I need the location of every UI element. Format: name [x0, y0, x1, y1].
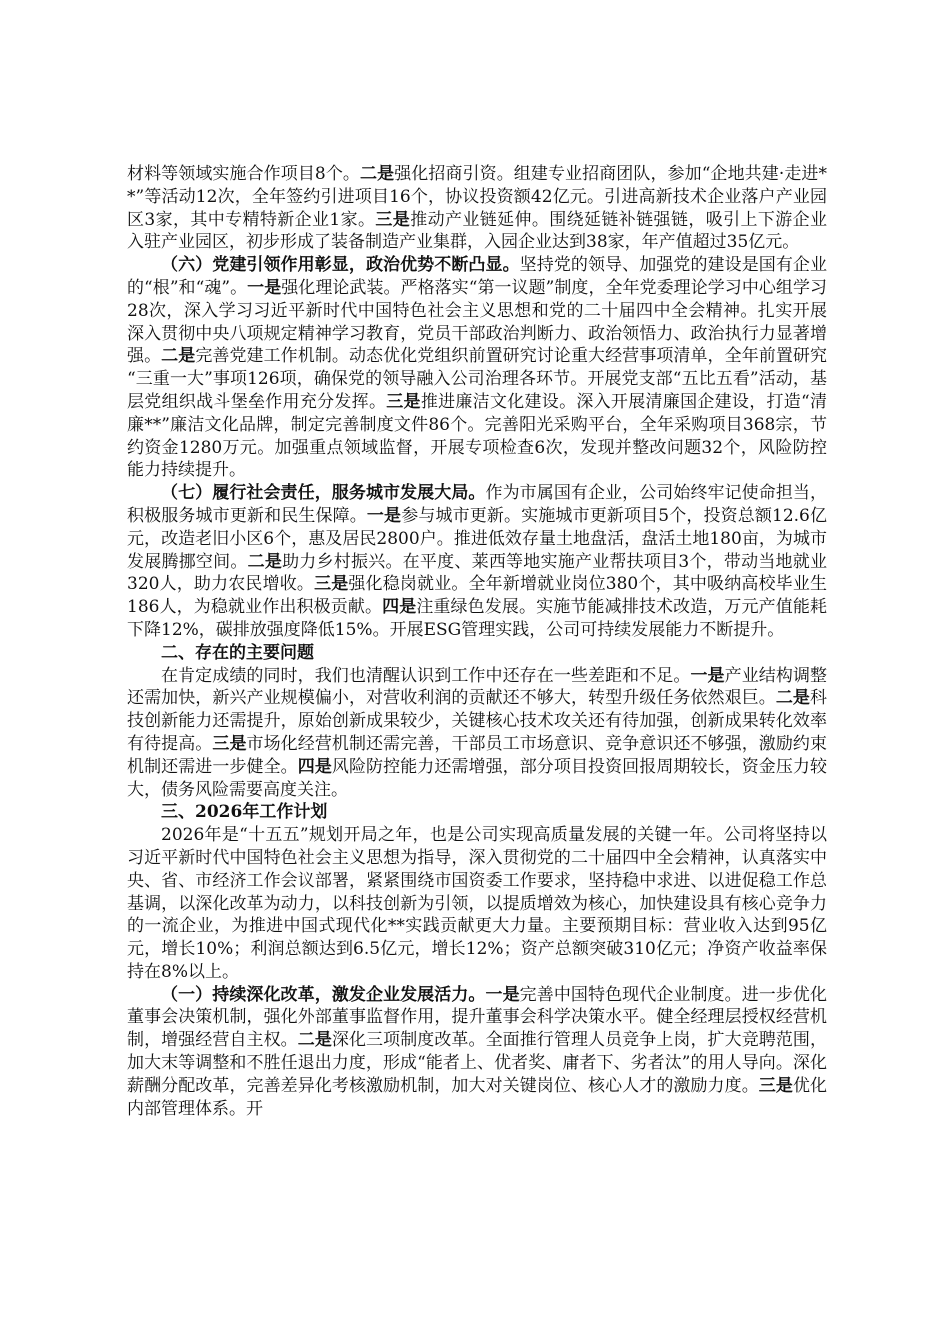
text-run: 风险防控能力还需增强，部分项目投资回报周期较长，资金压力较大，债务风险需要高度关注。	[127, 756, 828, 800]
bold-run: （七）履行社会责任，服务城市发展大局。	[161, 483, 486, 504]
text-run: 强化理论武装。严格落实“第一议题”制度，全年党委理论学习中心组学习28次，深入学习习近平新时代中国特色社会主义思想和党的二十届四中全会精神。扎实开展深入贯彻中央八项规定精神学习教育，党员干部政治判断力、政治领悟力、政治执行力显著增强。	[127, 277, 828, 367]
bold-run: 一是	[690, 665, 725, 686]
text-run: 强化招商引资。组建专业招商团队，参加“企地共建·走进**”等活动12次，全年签约引进项目16个，协议投资额42亿元。引进高新技术企业落户产业园区3家，其中专精特新企业1家。	[127, 164, 827, 230]
text-run: 2026年是“十五五”规划开局之年，也是公司实现高质量发展的关键一年。公司将坚持以习近平新时代中国特色社会主义思想为指导，深入贯彻党的二十届四中全会精神，认真落实中央、省、市经济工作会议部署，紧紧围绕市国资委工作要求，坚持稳中求进、以进促稳工作总基调，以深化改革为动力，以科技创新为引领，以提质增效为核心，加快建设具有核心竞争力的一流企业，为推进中国式现代化**实践贡献更大力量。主要预期目标：营业收入达到95亿元，增长10%；利润总额达到6.5亿元，增长12%；资产总额突破310亿元；净资产收益率保持在8%以上。	[127, 825, 827, 982]
text-run: 深化三项制度改革。全面推行管理人员竞争上岗，扩大竞聘范围，加大末等调整和不胜任退出力度，形成“能者上、优者奖、庸者下、劣者汰”的用人导向。深化薪酬分配改革，完善差异化考核激励机制，加大对关键岗位、核心人才的激励力度。	[127, 1030, 828, 1096]
text-run: 在肯定成绩的同时，我们也清醒认识到工作中还存在一些差距和不足。	[161, 665, 691, 686]
text-run: 助力乡村振兴。在平度、莱西等地实施产业帮扶项目3个，带动当地就业320人，助力农民增收。	[127, 551, 828, 595]
text-run: 强化稳岗就业。全年新增就业岗位380个，其中吸纳高校毕业生186人，为稳就业作出积极贡献。	[127, 574, 828, 618]
text-run: 推动产业链延伸。围绕延链补链强链，吸引上下游企业入驻产业园区，初步形成了装备制造产业集群，入园企业达到38家，年产值超过35亿元。	[127, 209, 828, 253]
bold-run: 四是	[382, 597, 417, 618]
bold-run: 二是	[297, 1030, 332, 1051]
text-run: 参与城市更新。实施城市更新项目5个，投资总额12.6亿元，改造老旧小区6个，惠及居民2800户。推进低效存量土地盘活，盘活土地180亩，为城市发展腾挪空间。	[127, 505, 828, 572]
bold-run: 三是	[386, 391, 421, 412]
section-heading	[127, 801, 827, 824]
bold-run: 二、存在的主要问题	[161, 642, 314, 663]
text-run: 坚持党的领导、加强党的建设是国有企业的“根”和“魂”。	[127, 255, 828, 298]
text-run: 注重绿色发展。实施节能减排技术改造，万元产值能耗下降12%，碳排放强度降低15%。开展ESG管理实践，公司可持续发展能力不断提升。	[127, 597, 828, 640]
bold-run: 三是	[758, 1075, 793, 1096]
bold-run: 四是	[297, 756, 332, 777]
text-run: 科技创新能力还需提升，原始创新成果较少，关键核心技术攻关还有待加强，创新成果转化效率有待提高。	[127, 688, 828, 754]
bold-run: 二是	[360, 164, 395, 184]
section-heading	[127, 642, 827, 665]
body-paragraph	[127, 824, 827, 984]
body-paragraph	[127, 984, 827, 1121]
text-run: 产业结构调整还需加快，新兴产业规模偏小，对营收利润的贡献还不够大，转型升级任务依然艰巨。	[127, 665, 828, 709]
bold-run: 二是	[161, 346, 196, 367]
bold-run: 一是	[485, 984, 520, 1005]
bold-run: 二是	[247, 551, 283, 572]
body-paragraph	[127, 163, 827, 254]
body-paragraph	[127, 665, 827, 802]
bold-run: 二是	[775, 688, 811, 709]
bold-run: 三是	[375, 209, 411, 230]
bold-run: 三是	[314, 574, 349, 595]
bold-run: 一是	[247, 277, 282, 298]
bold-run: （六）党建引领作用彰显，政治优势不断凸显。	[161, 255, 520, 276]
bold-run: （一）持续深化改革，激发企业发展活力。	[161, 984, 486, 1005]
bold-run: 一是	[366, 505, 402, 526]
text-run: 推进廉洁文化建设。深入开展清廉国企建设，打造“清廉**”廉洁文化品牌，制定完善制度文件86个。完善阳光采购平台，全年采购项目368宗，节约资金1280万元。加强重点领域监督，开展专项检查6次，发现并整改问题32个，风险防控能力持续提升。	[127, 391, 828, 481]
text-run: 优化内部管理体系。开	[127, 1075, 828, 1119]
text-run: 完善中国特色现代企业制度。进一步优化董事会决策机制，强化外部董事监督作用，提升董事会科学决策水平。健全经理层授权经营机制，增强经营自主权。	[127, 984, 828, 1051]
text-run: 完善党建工作机制。动态优化党组织前置研究讨论重大经营事项清单，全年前置研究“三重一大”事项126项，确保党的领导融入公司治理各环节。开展党支部“五比五看”活动，基层党组织战斗堡垒作用充分发挥。	[127, 346, 828, 412]
text-run: 材料等领域实施合作项目8个。	[127, 164, 361, 184]
bold-run: 三是	[212, 733, 247, 754]
body-paragraph	[127, 254, 827, 482]
body-paragraph	[127, 482, 827, 642]
text-run: 作为市属国有企业，公司始终牢记使命担当，积极服务城市更新和民生保障。	[127, 483, 827, 526]
document-page	[127, 163, 827, 1120]
bold-run: 三、2026年工作计划	[161, 802, 328, 823]
text-run: 市场化经营机制还需完善，干部员工市场意识、竞争意识还不够强，激励约束机制还需进一步健全。	[127, 733, 828, 777]
